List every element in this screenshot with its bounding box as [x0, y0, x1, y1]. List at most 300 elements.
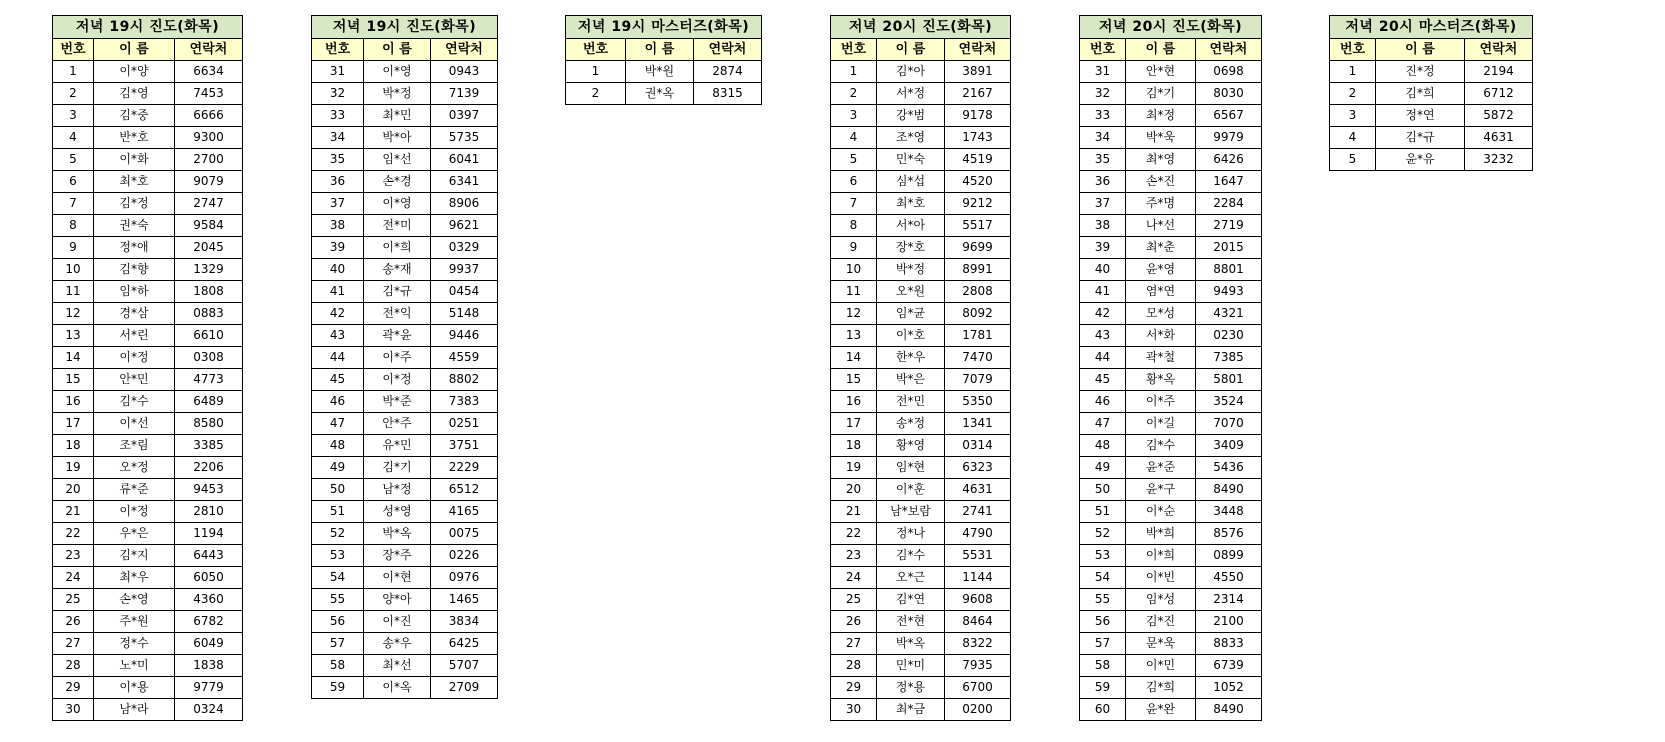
member-name: 황*영: [877, 435, 945, 457]
member-name: 김*지: [94, 545, 175, 567]
member-name: 송*재: [364, 259, 431, 281]
contact-number: 8092: [945, 303, 1011, 325]
table-row: [831, 611, 1011, 633]
table-row: [1080, 435, 1262, 457]
contact-number: 2206: [175, 457, 243, 479]
member-name: 김*기: [1126, 83, 1196, 105]
row-number: 17: [831, 413, 877, 435]
member-name: 권*옥: [626, 83, 694, 105]
table-row: [1080, 369, 1262, 391]
contact-number: 8315: [694, 83, 762, 105]
contact-number: 7079: [945, 369, 1011, 391]
member-name: 민*미: [877, 655, 945, 677]
row-number: 13: [53, 325, 94, 347]
contact-number: 0976: [431, 567, 498, 589]
row-number: 24: [53, 567, 94, 589]
contact-number: 0200: [945, 699, 1011, 721]
member-name: 이*영: [364, 193, 431, 215]
member-name: 정*수: [94, 633, 175, 655]
contact-number: 4360: [175, 589, 243, 611]
table-row: [1330, 149, 1533, 171]
row-number: 33: [312, 105, 364, 127]
contact-number: 1647: [1196, 171, 1262, 193]
row-number: 59: [312, 677, 364, 699]
table-row: [312, 105, 498, 127]
member-name: 오*근: [877, 567, 945, 589]
contact-number: 8833: [1196, 633, 1262, 655]
row-number: 51: [312, 501, 364, 523]
table-row: [53, 457, 243, 479]
row-number: 12: [53, 303, 94, 325]
member-name: 남*라: [94, 699, 175, 721]
row-number: 2: [53, 83, 94, 105]
row-number: 36: [312, 171, 364, 193]
member-name: 남*정: [364, 479, 431, 501]
table-row: [1080, 655, 1262, 677]
column-header-number: 번호: [831, 39, 877, 61]
contact-number: 0230: [1196, 325, 1262, 347]
row-number: 55: [1080, 589, 1126, 611]
contact-number: 0883: [175, 303, 243, 325]
member-name: 장*호: [877, 237, 945, 259]
member-name: 정*나: [877, 523, 945, 545]
row-number: 39: [312, 237, 364, 259]
member-name: 김*규: [1376, 127, 1465, 149]
table-row: [1080, 589, 1262, 611]
table-row: [1080, 105, 1262, 127]
row-number: 5: [53, 149, 94, 171]
column-header-number: 번호: [53, 39, 94, 61]
table-row: [831, 655, 1011, 677]
table-row: [1080, 149, 1262, 171]
table-row: [312, 457, 498, 479]
member-name: 유*민: [364, 435, 431, 457]
contact-number: 0698: [1196, 61, 1262, 83]
member-name: 모*성: [1126, 303, 1196, 325]
row-number: 29: [53, 677, 94, 699]
row-number: 51: [1080, 501, 1126, 523]
contact-number: 4631: [1465, 127, 1533, 149]
member-name: 곽*철: [1126, 347, 1196, 369]
column-header-contact: 연락처: [431, 39, 498, 61]
member-name: 이*호: [877, 325, 945, 347]
table-title: 저녁 20시 진도(화목): [1080, 16, 1262, 39]
member-name: 정*애: [94, 237, 175, 259]
contact-number: 9699: [945, 237, 1011, 259]
class-table-20h-jindo-2: [1079, 15, 1262, 721]
table-row: [53, 149, 243, 171]
table-row: [53, 633, 243, 655]
contact-number: 1144: [945, 567, 1011, 589]
class-table-19h-jindo-2: [311, 15, 498, 699]
table-row: [1080, 325, 1262, 347]
table-title: 저녁 19시 진도(화목): [53, 16, 243, 39]
row-number: 35: [1080, 149, 1126, 171]
member-name: 성*영: [364, 501, 431, 523]
class-table-20h-masters: [1329, 15, 1533, 171]
table-row: [53, 369, 243, 391]
table-row: [312, 545, 498, 567]
table-row: [831, 325, 1011, 347]
member-name: 최*영: [1126, 149, 1196, 171]
row-number: 14: [831, 347, 877, 369]
contact-number: 1743: [945, 127, 1011, 149]
table-row: [312, 61, 498, 83]
table-row: [831, 589, 1011, 611]
member-name: 임*균: [877, 303, 945, 325]
row-number: 52: [1080, 523, 1126, 545]
row-number: 52: [312, 523, 364, 545]
contact-number: 3524: [1196, 391, 1262, 413]
contact-number: 0324: [175, 699, 243, 721]
member-name: 이*정: [94, 501, 175, 523]
member-name: 임*하: [94, 281, 175, 303]
row-number: 23: [831, 545, 877, 567]
table-row: [1080, 83, 1262, 105]
contact-number: 1465: [431, 589, 498, 611]
contact-number: 1052: [1196, 677, 1262, 699]
table-row: [312, 325, 498, 347]
table-row: [1330, 83, 1533, 105]
row-number: 27: [831, 633, 877, 655]
row-number: 16: [831, 391, 877, 413]
row-number: 22: [831, 523, 877, 545]
table-row: [53, 105, 243, 127]
member-name: 권*숙: [94, 215, 175, 237]
contact-number: 9079: [175, 171, 243, 193]
table-row: [312, 567, 498, 589]
table-row: [53, 501, 243, 523]
contact-number: 2284: [1196, 193, 1262, 215]
member-name: 남*보람: [877, 501, 945, 523]
table-row: [1330, 127, 1533, 149]
contact-number: 9178: [945, 105, 1011, 127]
row-number: 57: [1080, 633, 1126, 655]
member-name: 이*희: [364, 237, 431, 259]
member-name: 조*림: [94, 435, 175, 457]
table-row: [1080, 501, 1262, 523]
contact-number: 1781: [945, 325, 1011, 347]
contact-number: 3385: [175, 435, 243, 457]
row-number: 41: [1080, 281, 1126, 303]
contact-number: 4559: [431, 347, 498, 369]
table-row: [53, 83, 243, 105]
member-name: 한*우: [877, 347, 945, 369]
table-row: [312, 523, 498, 545]
row-number: 25: [831, 589, 877, 611]
row-number: 24: [831, 567, 877, 589]
table-row: [1080, 215, 1262, 237]
table-row: [831, 215, 1011, 237]
member-name: 박*은: [877, 369, 945, 391]
member-name: 윤*구: [1126, 479, 1196, 501]
member-name: 최*춘: [1126, 237, 1196, 259]
contact-number: 2045: [175, 237, 243, 259]
contact-number: 6567: [1196, 105, 1262, 127]
contact-number: 8802: [431, 369, 498, 391]
contact-number: 1808: [175, 281, 243, 303]
row-number: 37: [1080, 193, 1126, 215]
member-name: 송*우: [364, 633, 431, 655]
contact-number: 8490: [1196, 479, 1262, 501]
column-header-name: 이 름: [877, 39, 945, 61]
row-number: 3: [831, 105, 877, 127]
table-row: [1080, 127, 1262, 149]
row-number: 23: [53, 545, 94, 567]
contact-number: 2741: [945, 501, 1011, 523]
row-number: 28: [831, 655, 877, 677]
row-number: 31: [312, 61, 364, 83]
table-row: [312, 369, 498, 391]
table-row: [1080, 259, 1262, 281]
member-name: 문*욱: [1126, 633, 1196, 655]
contact-number: 2709: [431, 677, 498, 699]
table-row: [312, 413, 498, 435]
row-number: 1: [1330, 61, 1376, 83]
row-number: 3: [53, 105, 94, 127]
contact-number: 0943: [431, 61, 498, 83]
member-name: 김*중: [94, 105, 175, 127]
contact-number: 4520: [945, 171, 1011, 193]
member-name: 안*주: [364, 413, 431, 435]
row-number: 19: [831, 457, 877, 479]
member-name: 최*우: [94, 567, 175, 589]
member-name: 최*정: [1126, 105, 1196, 127]
table-row: [53, 237, 243, 259]
table-row: [831, 83, 1011, 105]
table-title: 저녁 20시 진도(화목): [831, 16, 1011, 39]
contact-number: 8991: [945, 259, 1011, 281]
member-name: 조*영: [877, 127, 945, 149]
member-name: 안*현: [1126, 61, 1196, 83]
table-row: [831, 237, 1011, 259]
contact-number: 0251: [431, 413, 498, 435]
row-number: 48: [312, 435, 364, 457]
row-number: 30: [53, 699, 94, 721]
contact-number: 6443: [175, 545, 243, 567]
row-number: 7: [831, 193, 877, 215]
row-number: 7: [53, 193, 94, 215]
row-number: 9: [831, 237, 877, 259]
table-row: [53, 391, 243, 413]
table-row: [1330, 105, 1533, 127]
contact-number: 7935: [945, 655, 1011, 677]
table-row: [312, 435, 498, 457]
member-name: 박*정: [877, 259, 945, 281]
contact-number: 2874: [694, 61, 762, 83]
table-row: [312, 655, 498, 677]
row-number: 3: [1330, 105, 1376, 127]
row-number: 20: [53, 479, 94, 501]
member-name: 이*양: [94, 61, 175, 83]
contact-number: 9493: [1196, 281, 1262, 303]
table-row: [312, 479, 498, 501]
table-row: [53, 171, 243, 193]
member-name: 이*훈: [877, 479, 945, 501]
row-number: 56: [312, 611, 364, 633]
member-name: 김*진: [1126, 611, 1196, 633]
table-row: [566, 61, 762, 83]
table-row: [831, 171, 1011, 193]
table-row: [1080, 171, 1262, 193]
member-name: 박*아: [364, 127, 431, 149]
row-number: 4: [831, 127, 877, 149]
row-number: 22: [53, 523, 94, 545]
member-name: 이*옥: [364, 677, 431, 699]
row-number: 45: [312, 369, 364, 391]
row-number: 44: [312, 347, 364, 369]
contact-number: 9979: [1196, 127, 1262, 149]
member-name: 손*영: [94, 589, 175, 611]
member-name: 서*아: [877, 215, 945, 237]
contact-number: 6041: [431, 149, 498, 171]
table-row: [831, 699, 1011, 721]
row-number: 11: [53, 281, 94, 303]
table-row: [831, 523, 1011, 545]
member-name: 주*명: [1126, 193, 1196, 215]
class-table-19h-jindo-1: [52, 15, 243, 721]
row-number: 20: [831, 479, 877, 501]
contact-number: 8464: [945, 611, 1011, 633]
row-number: 32: [312, 83, 364, 105]
member-name: 박*정: [364, 83, 431, 105]
table-row: [831, 479, 1011, 501]
table-row: [53, 655, 243, 677]
table-row: [53, 435, 243, 457]
contact-number: 9937: [431, 259, 498, 281]
contact-number: 2229: [431, 457, 498, 479]
row-number: 8: [831, 215, 877, 237]
row-number: 29: [831, 677, 877, 699]
member-name: 전*민: [877, 391, 945, 413]
row-number: 18: [831, 435, 877, 457]
table-row: [312, 215, 498, 237]
table-row: [566, 83, 762, 105]
table-title: 저녁 20시 마스터즈(화목): [1330, 16, 1533, 39]
member-name: 임*선: [364, 149, 431, 171]
column-header-contact: 연락처: [1465, 39, 1533, 61]
contact-number: 3232: [1465, 149, 1533, 171]
contact-number: 6700: [945, 677, 1011, 699]
contact-number: 8576: [1196, 523, 1262, 545]
contact-number: 6712: [1465, 83, 1533, 105]
contact-number: 5517: [945, 215, 1011, 237]
row-number: 58: [1080, 655, 1126, 677]
table-row: [53, 567, 243, 589]
column-header-name: 이 름: [1376, 39, 1465, 61]
row-number: 49: [312, 457, 364, 479]
row-number: 42: [1080, 303, 1126, 325]
table-row: [312, 149, 498, 171]
contact-number: 9300: [175, 127, 243, 149]
row-number: 53: [1080, 545, 1126, 567]
row-number: 43: [1080, 325, 1126, 347]
member-name: 김*수: [1126, 435, 1196, 457]
member-name: 윤*유: [1376, 149, 1465, 171]
contact-number: 2700: [175, 149, 243, 171]
member-name: 임*현: [877, 457, 945, 479]
row-number: 10: [831, 259, 877, 281]
table-row: [312, 127, 498, 149]
contact-number: 3448: [1196, 501, 1262, 523]
member-name: 경*삼: [94, 303, 175, 325]
member-name: 염*연: [1126, 281, 1196, 303]
row-number: 56: [1080, 611, 1126, 633]
row-number: 41: [312, 281, 364, 303]
table-row: [53, 303, 243, 325]
table-row: [831, 61, 1011, 83]
table-row: [312, 237, 498, 259]
contact-number: 5350: [945, 391, 1011, 413]
member-name: 강*범: [877, 105, 945, 127]
table-row: [1080, 193, 1262, 215]
member-name: 김*정: [94, 193, 175, 215]
table-row: [831, 391, 1011, 413]
member-name: 주*원: [94, 611, 175, 633]
row-number: 47: [312, 413, 364, 435]
member-name: 이*용: [94, 677, 175, 699]
member-name: 황*옥: [1126, 369, 1196, 391]
contact-number: 6426: [1196, 149, 1262, 171]
row-number: 4: [1330, 127, 1376, 149]
row-number: 47: [1080, 413, 1126, 435]
table-row: [831, 149, 1011, 171]
row-number: 54: [1080, 567, 1126, 589]
row-number: 21: [831, 501, 877, 523]
contact-number: 0454: [431, 281, 498, 303]
member-name: 김*규: [364, 281, 431, 303]
contact-number: 6489: [175, 391, 243, 413]
table-row: [831, 633, 1011, 655]
table-row: [53, 523, 243, 545]
contact-number: 2747: [175, 193, 243, 215]
contact-number: 6341: [431, 171, 498, 193]
table-row: [1080, 611, 1262, 633]
table-row: [1080, 545, 1262, 567]
contact-number: 2810: [175, 501, 243, 523]
member-name: 최*민: [364, 105, 431, 127]
row-number: 33: [1080, 105, 1126, 127]
column-header-contact: 연락처: [175, 39, 243, 61]
contact-number: 5707: [431, 655, 498, 677]
contact-number: 0314: [945, 435, 1011, 457]
row-number: 10: [53, 259, 94, 281]
contact-number: 2100: [1196, 611, 1262, 633]
table-row: [831, 435, 1011, 457]
contact-number: 8906: [431, 193, 498, 215]
member-name: 최*선: [364, 655, 431, 677]
contact-number: 5148: [431, 303, 498, 325]
member-name: 김*수: [94, 391, 175, 413]
contact-number: 1838: [175, 655, 243, 677]
contact-number: 8490: [1196, 699, 1262, 721]
table-row: [53, 127, 243, 149]
row-number: 19: [53, 457, 94, 479]
row-number: 4: [53, 127, 94, 149]
table-row: [53, 479, 243, 501]
contact-number: 3891: [945, 61, 1011, 83]
table-row: [831, 303, 1011, 325]
table-row: [1080, 567, 1262, 589]
contact-number: 5531: [945, 545, 1011, 567]
row-number: 34: [312, 127, 364, 149]
column-header-name: 이 름: [626, 39, 694, 61]
row-number: 58: [312, 655, 364, 677]
contact-number: 5872: [1465, 105, 1533, 127]
contact-number: 2015: [1196, 237, 1262, 259]
row-number: 9: [53, 237, 94, 259]
contact-number: 6049: [175, 633, 243, 655]
